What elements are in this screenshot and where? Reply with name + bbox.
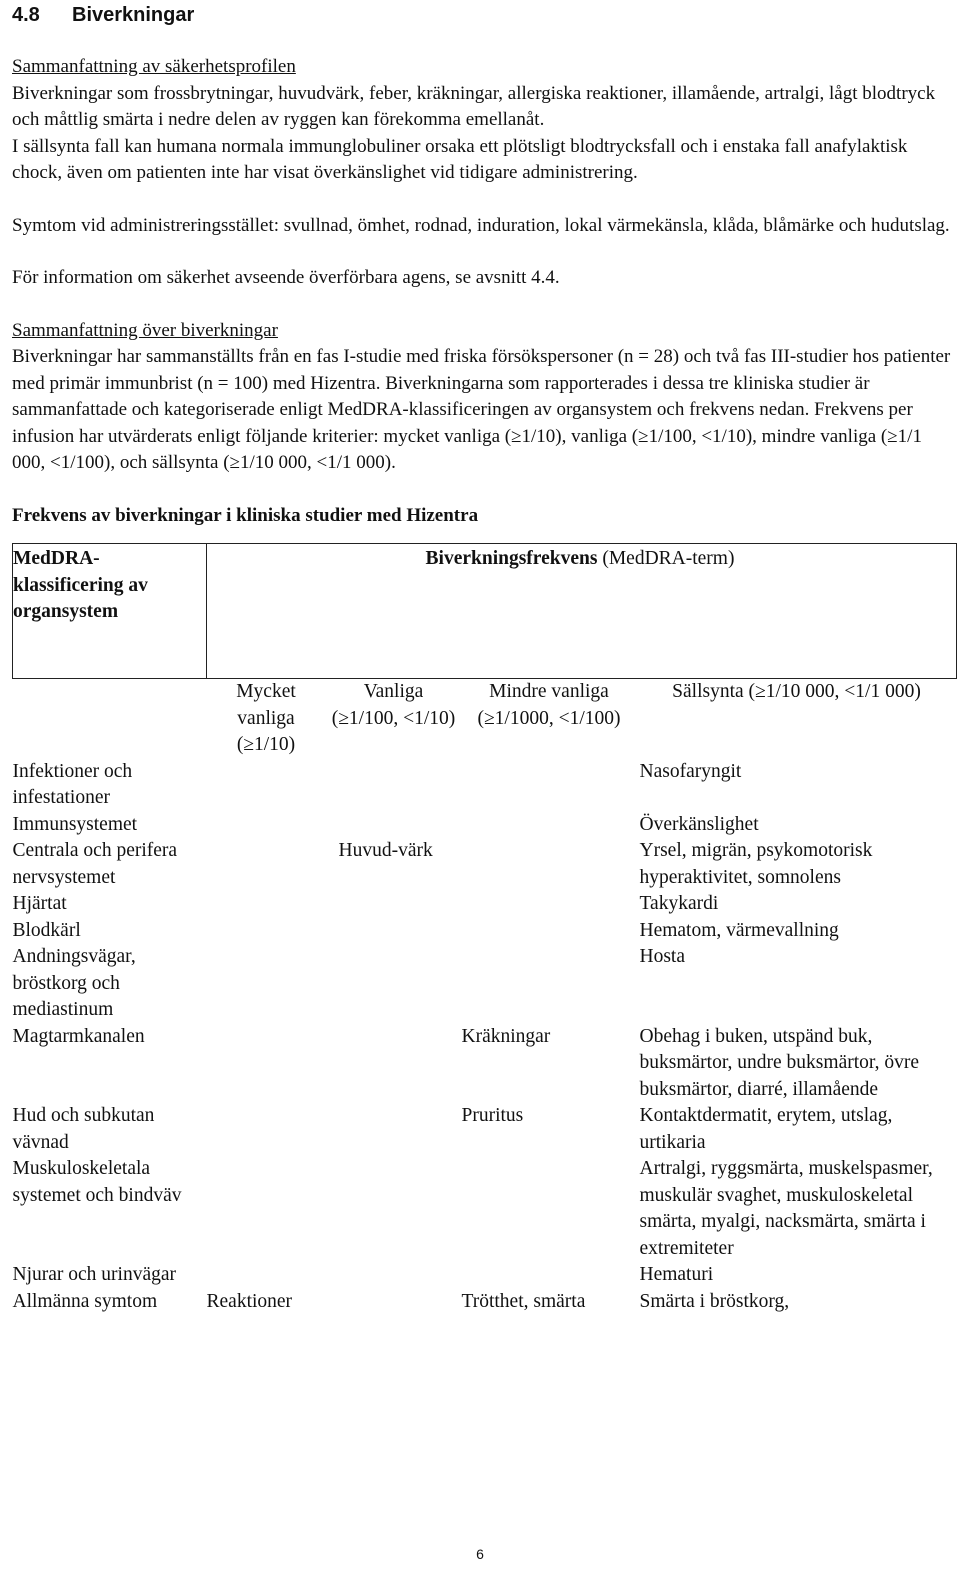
table-row [13,1289,957,1316]
table-cell-uncommon: Trötthet, smärta [461,1290,586,1312]
table-cell-common [329,812,462,839]
page-number: 6 [476,1546,484,1562]
table-cell-very-common [207,891,329,918]
table-cell-very-common [207,1024,329,1104]
table-cell-common [329,1156,462,1262]
ar-summary-para: Biverkningar har sammanställts från en fas I-studie med friska försökspersoner (n = 28) och två fas III-studier hos patienter med primär immunbrist (n = 100) med Hizentra. Biverkningarna som rapporterades i dessa tre kliniska studier är sammanfattade och kategoriserade enligt MedDRA-klassificeringen av organsystem och frekvens nedan. Frekvens per infusion har utvärderats enligt följande kriterier: mycket vanliga (≥1/10), vanliga (≥1/100, <1/10), mindre vanliga (≥1/1 000, <1/100), och sällsynta (≥1/10 000, <1/1 000). [12,346,951,473]
frequency-header-bold: Biverkningsfrekvens [425,548,598,569]
section-title: Biverkningar [72,4,195,26]
table-cell-rare: Överkänslighet [639,813,759,835]
spacer [12,28,956,54]
table-cell-very-common [207,759,329,812]
table-cell-very-common [207,944,329,1024]
table-cell-common [329,944,462,1024]
table-cell-uncommon [462,1156,640,1262]
table-row [13,1156,957,1262]
table-body [13,759,957,1316]
table-cell-rare: Kontaktdermatit, erytem, utslag, urtikaria [639,1105,893,1153]
safety-summary-para3: Symtom vid administreringsstället: svullnad, ömhet, rodnad, induration, lokal värmekänsla, klåda, blåmärke och hudutslag. [12,214,950,236]
table-cell-soc: Andningsvägar, bröstkorg och mediastinum [12,946,136,1020]
table-cell-soc: Allmänna symtom [12,1290,158,1312]
table-row [13,918,957,945]
table-subheader-row [13,679,957,759]
table-cell-soc: Njurar och urinvägar [12,1264,177,1285]
col-header-common: Vanliga (≥1/100, <1/10) [331,681,456,729]
table-cell-uncommon: Kräkningar [461,1025,551,1047]
ar-summary-heading: Sammanfattning över biverkningar [12,319,278,341]
table-cell-rare: Takykardi [639,893,719,914]
adverse-reactions-table [12,543,957,1315]
col-header-rare: Sällsynta (≥1/10 000, <1/1 000) [672,681,921,702]
table-cell-soc: Muskuloskeletala systemet och bindväv [12,1158,182,1206]
table-cell-rare: Hematuri [639,1264,714,1285]
section-heading [12,2,956,28]
soc-header: MedDRA-klassificering av organsystem [13,544,207,679]
spacer [12,292,956,318]
table-cell-very-common: Reaktioner [206,1290,293,1312]
table-cell-common [329,891,462,918]
table-row [13,891,957,918]
table-row [13,1024,957,1104]
table-cell-common [329,1262,462,1289]
table-cell-common [329,1103,462,1156]
table-cell-rare: Hosta [639,946,685,967]
table-cell-common [329,759,462,812]
col-header-very-common: Mycket vanliga (≥1/10) [236,681,296,755]
table-cell-soc: Infektioner och infestationer [12,760,133,808]
table-cell-very-common [207,1156,329,1262]
table-cell-rare: Nasofaryngit [639,760,742,782]
document-page [12,0,956,1315]
table-cell-very-common [207,838,329,891]
table-cell-uncommon [462,918,640,945]
table-cell-soc: Hud och subkutan vävnad [12,1105,155,1153]
safety-summary-para2: I sällsynta fall kan humana normala immunglobuliner orsaka ett plötsligt blodtrycksfall och i enstaka fall anafylaktisk chock, även om patienten inte har visat överkänslighet vid tidigare administrering. [12,135,908,183]
table-cell-uncommon [462,891,640,918]
table-cell-uncommon [462,944,640,1024]
safety-summary-para1: Biverkningar som frossbrytningar, huvudvärk, feber, kräkningar, allergiska reaktioner, illamående, artralgi, lågt blodtryck och måttlig smärta i nedre delen av ryggen kan förekomma emellanåt. [12,82,936,130]
table-cell-rare: Yrsel, migrän, psykomotorisk hyperaktivitet, somnolens [639,840,873,888]
spacer [12,477,956,503]
table-cell-very-common [207,812,329,839]
table-cell-soc: Immunsystemet [12,813,138,835]
table-row [13,1262,957,1289]
table-cell-uncommon: Pruritus [461,1105,524,1126]
table-row [13,812,957,839]
spacer [12,239,956,265]
table-cell-soc: Centrala och perifera nervsystemet [12,840,178,888]
table-cell-very-common [207,1262,329,1289]
table-cell-uncommon [462,812,640,839]
table-title: Frekvens av biverkningar i kliniska studier med Hizentra [12,504,479,526]
table-cell-rare: Obehag i buken, utspänd buk, buksmärtor, undre buksmärtor, övre buksmärtor, diarré, illamående [639,1025,919,1100]
frequency-header-rest: (MedDRA-term) [597,548,735,569]
col-header-uncommon: Mindre vanliga (≥1/1000, <1/100) [477,681,621,729]
table-row [13,759,957,812]
table-row [13,944,957,1024]
table-cell-uncommon [462,1262,640,1289]
table-cell-uncommon [462,759,640,812]
table-cell-very-common [207,918,329,945]
table-cell-common: Huvud-värk [338,840,433,861]
spacer [12,187,956,213]
table-cell-common [329,918,462,945]
spacer [12,529,956,543]
table-cell-common [329,1024,462,1104]
table-cell-very-common [207,1103,329,1156]
table-cell-rare: Smärta i bröstkorg, [639,1290,790,1312]
table-header-row [13,544,957,679]
table-cell-rare: Artralgi, ryggsmärta, muskelspasmer, muskulär svaghet, muskuloskeletal smärta, myalgi, nacksmärta, smärta i extremiteter [639,1158,933,1259]
table-cell-soc: Hjärtat [12,893,67,914]
table-cell [13,679,207,759]
section-number: 4.8 [12,4,40,26]
table-cell-soc: Blodkärl [12,919,81,941]
table-cell-common [329,1289,462,1316]
safety-summary-para4: För information om säkerhet avseende överförbara agens, se avsnitt 4.4. [12,267,560,288]
table-cell-uncommon [462,838,640,891]
frequency-header [207,544,957,679]
safety-summary-heading: Sammanfattning av säkerhetsprofilen [12,56,296,77]
table-row [13,1103,957,1156]
table-cell-rare: Hematom, värmevallning [639,919,839,941]
table-row [13,838,957,891]
table-cell-soc: Magtarmkanalen [12,1025,145,1047]
